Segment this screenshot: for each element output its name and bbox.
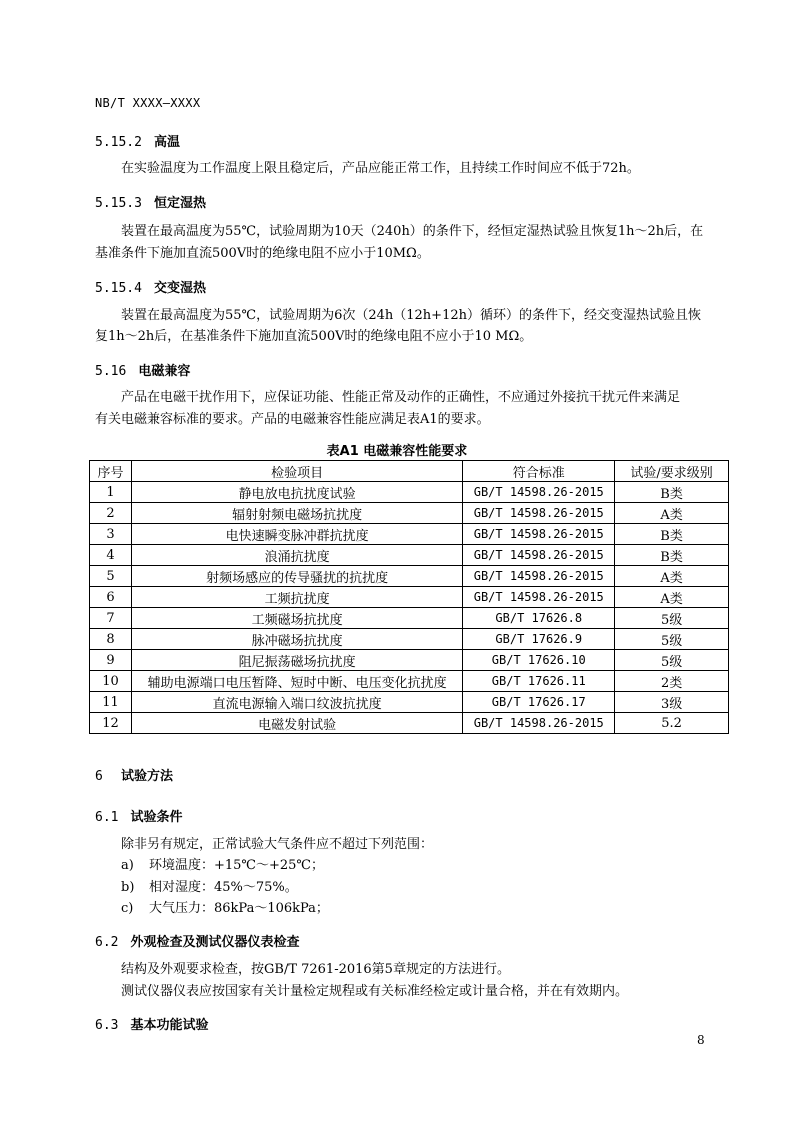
list-label: b) <box>121 880 135 895</box>
document-code-header: NB/T XXXX—XXXX <box>95 96 201 110</box>
table-row <box>90 587 729 608</box>
table-row <box>90 566 729 587</box>
cell-level: B类 <box>615 545 729 566</box>
cell-level: 5级 <box>615 650 729 671</box>
list-label: c) <box>121 901 134 916</box>
section-heading-6-1 <box>95 806 183 825</box>
paragraph: 在实验温度为工作温度上限且稳定后，产品应能正常工作，且持续工作时间应不低于72h。 <box>121 161 640 176</box>
emc-requirements-table <box>89 460 729 734</box>
list-item <box>121 898 329 920</box>
section-title: 试验条件 <box>130 810 183 825</box>
cell-standard: GB/T 17626.9 <box>463 629 615 650</box>
cell-index: 8 <box>90 629 132 650</box>
paragraph-line: 装置在最高温度为55℃，试验周期为10天（240h）的条件下，经恒定湿热试验且恢复1h～2h后，在 <box>121 224 704 239</box>
list-text: 环境温度：+15℃～+25℃； <box>149 858 324 873</box>
cell-index: 5 <box>90 566 132 587</box>
paragraph-line: 基准条件下施加直流500V时的绝缘电阻不应小于10MΩ。 <box>95 246 430 261</box>
cell-standard: GB/T 17626.17 <box>463 692 615 713</box>
cell-level: 5.2 <box>615 713 729 734</box>
paragraph-line: 复1h～2h后，在基准条件下施加直流500V时的绝缘电阻不应小于10 MΩ。 <box>95 329 533 344</box>
section-heading-6-2 <box>95 931 300 950</box>
cell-item: 阻尼振荡磁场抗扰度 <box>131 650 462 671</box>
section-number: 5.15.2 <box>95 135 142 150</box>
section-number: 5.15.4 <box>95 281 142 296</box>
header-cell-item: 检验项目 <box>131 461 462 482</box>
table-row <box>90 503 729 524</box>
cell-standard: GB/T 17626.10 <box>463 650 615 671</box>
paragraph-line: 有关电磁兼容标准的要求。产品的电磁兼容性能应满足表A1的要求。 <box>95 412 490 427</box>
section-number: 6.1 <box>95 810 119 825</box>
section-heading-6-3 <box>95 1014 209 1033</box>
cell-standard: GB/T 17626.11 <box>463 671 615 692</box>
page-number: 8 <box>697 1033 705 1047</box>
section-heading-5-15-3 <box>95 192 206 211</box>
cell-index: 3 <box>90 524 132 545</box>
section-title: 外观检查及测试仪器仪表检查 <box>130 935 300 950</box>
table-row <box>90 524 729 545</box>
cell-item: 辅助电源端口电压暂降、短时中断、电压变化抗扰度 <box>131 671 462 692</box>
cell-item: 静电放电抗扰度试验 <box>131 482 462 503</box>
cell-item: 工频磁场抗扰度 <box>131 608 462 629</box>
table-row <box>90 545 729 566</box>
cell-item: 直流电源输入端口纹波抗扰度 <box>131 692 462 713</box>
paragraph: 除非另有规定，正常试验大气条件应不超过下列范围： <box>121 837 434 852</box>
cell-item: 电快速瞬变脉冲群抗扰度 <box>131 524 462 545</box>
cell-item: 辐射射频电磁场抗扰度 <box>131 503 462 524</box>
paragraph-line: 装置在最高温度为55℃，试验周期为6次（24h（12h+12h）循环）的条件下，经交变湿热试验且恢 <box>121 308 701 323</box>
cell-index: 11 <box>90 692 132 713</box>
section-title: 基本功能试验 <box>130 1018 209 1033</box>
table-row <box>90 608 729 629</box>
cell-standard: GB/T 14598.26-2015 <box>463 503 615 524</box>
cell-index: 4 <box>90 545 132 566</box>
cell-item: 工频抗扰度 <box>131 587 462 608</box>
section-heading-5-15-4 <box>95 277 206 296</box>
section-title: 交变湿热 <box>153 281 206 296</box>
list-item <box>121 877 298 899</box>
paragraph-line: 测试仪器仪表应按国家有关计量检定规程或有关标准经检定或计量合格，并在有效期内。 <box>121 984 629 999</box>
table-caption: 表A1 电磁兼容性能要求 <box>326 444 468 459</box>
cell-standard: GB/T 14598.26-2015 <box>463 482 615 503</box>
cell-level: 3级 <box>615 692 729 713</box>
list-text: 相对湿度：45%～75%。 <box>149 880 298 895</box>
cell-item: 浪涌抗扰度 <box>131 545 462 566</box>
section-title: 恒定湿热 <box>153 196 206 211</box>
section-number: 6.3 <box>95 1018 119 1033</box>
table-row <box>90 629 729 650</box>
cell-index: 2 <box>90 503 132 524</box>
cell-standard: GB/T 14598.26-2015 <box>463 566 615 587</box>
section-number: 5.15.3 <box>95 196 142 211</box>
table-row <box>90 671 729 692</box>
section-title: 试验方法 <box>121 769 174 784</box>
section-number: 5.16 <box>95 364 127 379</box>
table-row <box>90 713 729 734</box>
header-cell-standard: 符合标准 <box>463 461 615 482</box>
cell-level: 5级 <box>615 608 729 629</box>
list-label: a) <box>121 858 134 873</box>
header-cell-level: 试验/要求级别 <box>615 461 729 482</box>
section-heading-5-16 <box>95 360 190 379</box>
cell-level: A类 <box>615 566 729 587</box>
list-text: 大气压力：86kPa～106kPa； <box>149 901 329 916</box>
cell-index: 12 <box>90 713 132 734</box>
table-header-row <box>90 461 729 482</box>
cell-level: 2类 <box>615 671 729 692</box>
cell-index: 9 <box>90 650 132 671</box>
section-title: 电磁兼容 <box>138 364 191 379</box>
cell-item: 电磁发射试验 <box>131 713 462 734</box>
list-item <box>121 855 324 877</box>
cell-index: 7 <box>90 608 132 629</box>
section-number: 6.2 <box>95 935 119 950</box>
paragraph-line: 产品在电磁干扰作用下，应保证功能、性能正常及动作的正确性，不应通过外接抗干扰元件来满足 <box>121 390 681 405</box>
cell-level: B类 <box>615 524 729 545</box>
cell-standard: GB/T 14598.26-2015 <box>463 587 615 608</box>
cell-index: 1 <box>90 482 132 503</box>
section-heading-6 <box>95 765 173 784</box>
section-heading-5-15-2 <box>95 131 180 150</box>
cell-level: A类 <box>615 587 729 608</box>
cell-level: B类 <box>615 482 729 503</box>
cell-standard: GB/T 14598.26-2015 <box>463 524 615 545</box>
cell-standard: GB/T 14598.26-2015 <box>463 545 615 566</box>
cell-level: A类 <box>615 503 729 524</box>
table-row <box>90 482 729 503</box>
table-row <box>90 692 729 713</box>
cell-level: 5级 <box>615 629 729 650</box>
paragraph-line: 结构及外观要求检查，按GB/T 7261-2016第5章规定的方法进行。 <box>121 962 510 977</box>
cell-item: 脉冲磁场抗扰度 <box>131 629 462 650</box>
cell-standard: GB/T 17626.8 <box>463 608 615 629</box>
cell-index: 10 <box>90 671 132 692</box>
header-cell-index: 序号 <box>90 461 132 482</box>
cell-index: 6 <box>90 587 132 608</box>
table-row <box>90 650 729 671</box>
section-title: 高温 <box>153 135 180 150</box>
cell-standard: GB/T 14598.26-2015 <box>463 713 615 734</box>
section-number: 6 <box>95 769 103 784</box>
cell-item: 射频场感应的传导骚扰的抗扰度 <box>131 566 462 587</box>
